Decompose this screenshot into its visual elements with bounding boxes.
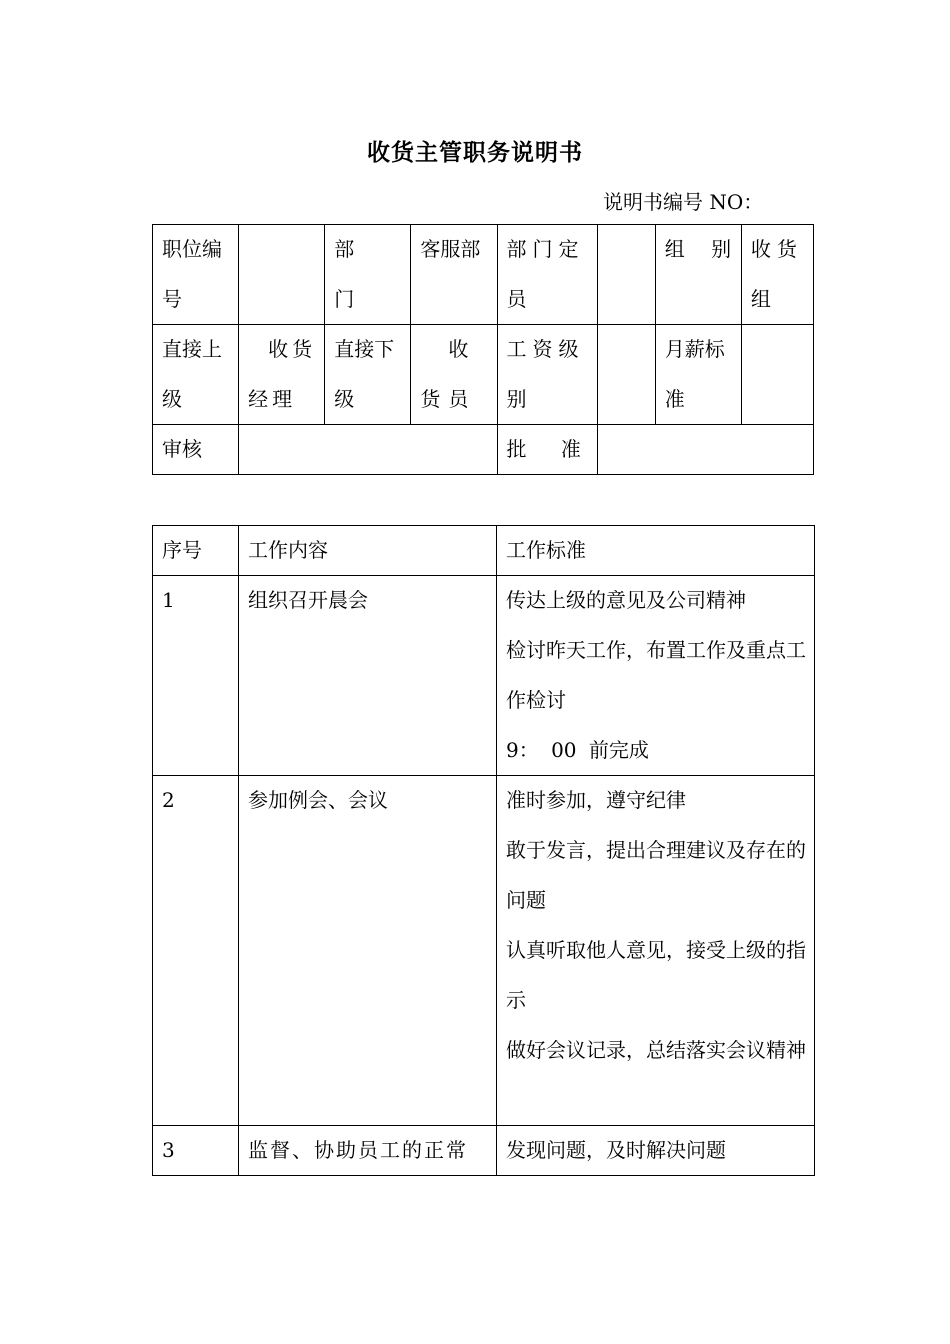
- position-info-table: [152, 224, 814, 475]
- standard-line: 传达上级的意见及公司精神: [506, 588, 746, 612]
- standard-line: 敢于发言，提出合理建议及存在的问题: [506, 838, 806, 912]
- row-no: 1: [153, 576, 239, 776]
- row-content: 参加例会、会议: [239, 776, 497, 1126]
- position-no-value: [239, 225, 325, 325]
- header-content: 工作内容: [239, 526, 497, 576]
- superior-value: 收货经理: [239, 325, 325, 425]
- row-standard: [497, 776, 815, 1126]
- salary-grade-value: [597, 325, 655, 425]
- duty-header-row: [153, 526, 815, 576]
- table-row: [153, 776, 815, 1126]
- review-label: 审核: [153, 425, 239, 475]
- doc-number-label: 说明书编号 NO：: [603, 190, 764, 214]
- monthly-salary-label: 月薪标准: [655, 325, 741, 425]
- row-content: 监督、协助员工的正常: [239, 1126, 497, 1176]
- table-row: [153, 576, 815, 776]
- dept-quota-label: 部门定员: [497, 225, 597, 325]
- superior-label: 直接上级: [153, 325, 239, 425]
- row-no: 2: [153, 776, 239, 1126]
- duty-table: [152, 525, 815, 1176]
- salary-grade-label: 工资级别: [497, 325, 597, 425]
- standard-line: 发现问题，及时解决问题: [506, 1138, 726, 1162]
- review-value: [239, 425, 497, 475]
- approve-value: [597, 425, 813, 475]
- standard-line: 9： 00 前完成: [506, 738, 649, 762]
- standard-line: 认真听取他人意见，接受上级的指示: [506, 938, 806, 1012]
- group-value: 收货组: [741, 225, 813, 325]
- monthly-salary-value: [741, 325, 813, 425]
- dept-quota-value: [597, 225, 655, 325]
- standard-line: 检讨昨天工作，布置工作及重点工作检讨: [506, 638, 806, 712]
- document-title: 收货主管职务说明书: [367, 139, 583, 166]
- row-standard: [497, 1126, 815, 1176]
- header-standard: 工作标准: [497, 526, 815, 576]
- dept-label: 部 门: [325, 225, 411, 325]
- position-no-label: 职位编号: [153, 225, 239, 325]
- standard-line: 做好会议记录，总结落实会议精神: [506, 1038, 806, 1062]
- approve-label: 批 准: [497, 425, 597, 475]
- header-no: 序号: [153, 526, 239, 576]
- row-content: 组织召开晨会: [239, 576, 497, 776]
- subordinate-value: 收货员: [411, 325, 497, 425]
- row-standard: [497, 576, 815, 776]
- standard-line: 准时参加，遵守纪律: [506, 788, 686, 812]
- group-label: 组 别: [655, 225, 741, 325]
- table-row: [153, 1126, 815, 1176]
- subordinate-label: 直接下级: [325, 325, 411, 425]
- row-no: 3: [153, 1126, 239, 1176]
- dept-value: 客服部: [411, 225, 497, 325]
